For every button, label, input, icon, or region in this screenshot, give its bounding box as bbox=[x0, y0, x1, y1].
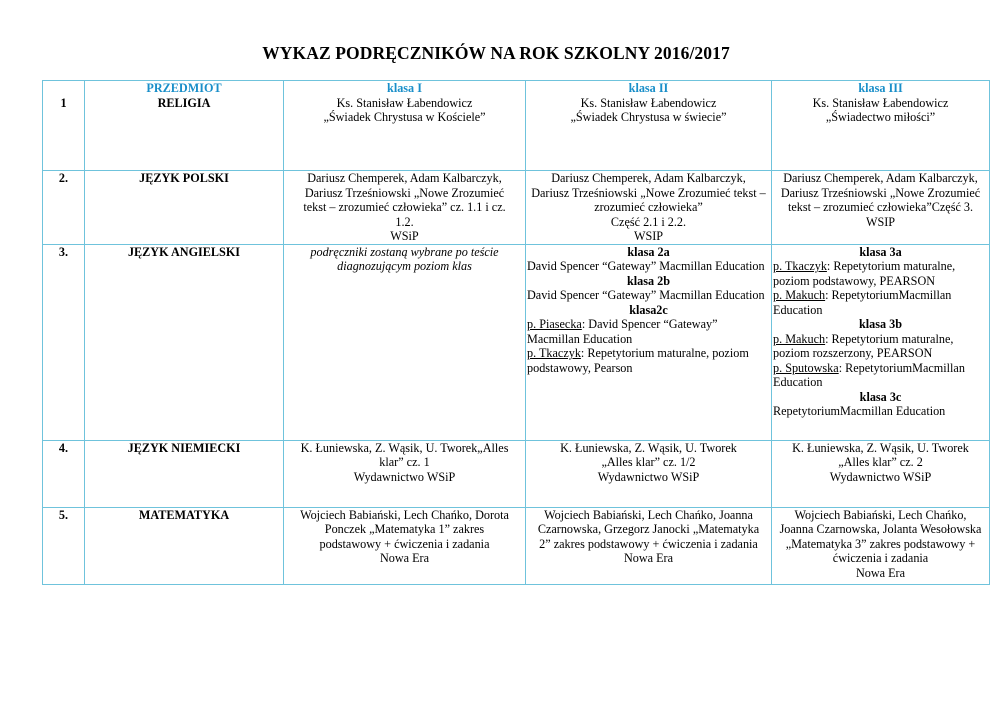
textbook-text: : RepetytoriumMacmillan Education bbox=[773, 360, 965, 389]
text-line: Nowa Era bbox=[855, 565, 906, 580]
textbook-table bbox=[42, 80, 990, 585]
text-line: Ks. Stanisław Łabendowicz bbox=[812, 95, 949, 110]
text-line: Wydawnictwo WSiP bbox=[353, 469, 456, 484]
textbook-entry bbox=[773, 259, 988, 288]
row-number: 2. bbox=[58, 171, 69, 185]
text-line: zrozumieć człowieka” bbox=[594, 200, 703, 214]
textbook-entry: RepetytoriumMacmillan Education bbox=[773, 404, 946, 418]
text-line: „Świadectwo miłości” bbox=[825, 110, 936, 124]
text-line: Dariusz Trześniowski „Nowe Zrozumieć tekst – bbox=[531, 185, 766, 200]
subject-column-header: PRZEDMIOT bbox=[146, 81, 222, 95]
row-number-cell bbox=[43, 507, 85, 584]
subject-name: JĘZYK POLSKI bbox=[139, 171, 229, 185]
table-row bbox=[43, 81, 990, 171]
textbook-entry bbox=[527, 346, 770, 375]
class2-cell bbox=[526, 507, 772, 584]
text-line: Wojciech Babiański, Lech Chańko, Dorota bbox=[300, 507, 509, 522]
text-line: Wydawnictwo WSiP bbox=[829, 469, 932, 484]
class2-cell bbox=[526, 440, 772, 507]
table-row bbox=[43, 244, 990, 440]
row-number-cell bbox=[43, 440, 85, 507]
subject-cell bbox=[85, 440, 284, 507]
row-number-cell bbox=[43, 244, 85, 440]
subject-name: JĘZYK ANGIELSKI bbox=[127, 244, 241, 259]
class1-cell bbox=[284, 171, 526, 245]
text-line: WSiP bbox=[390, 229, 419, 243]
teacher-name: p. Makuch bbox=[773, 331, 826, 346]
text-line: Dariusz Trześniowski „Nowe Zrozumieć bbox=[304, 185, 505, 200]
text-line: tekst – zrozumieć człowieka”Część 3. bbox=[787, 200, 974, 214]
textbook-text: : RepetytoriumMacmillan Education bbox=[773, 288, 952, 317]
teacher-name: p. Makuch bbox=[773, 288, 826, 302]
class3-cell bbox=[772, 244, 990, 440]
text-line: 2” zakres podstawowy + ćwiczenia i zadania bbox=[539, 536, 758, 551]
class1-cell bbox=[284, 244, 526, 440]
text-line: K. Łuniewska, Z. Wąsik, U. Tworek bbox=[560, 440, 737, 455]
class-label: klasa 3b bbox=[858, 317, 902, 331]
class3-column-header: klasa III bbox=[858, 81, 903, 95]
class-label: klasa 3a bbox=[859, 244, 902, 259]
teacher-name: p. Sputowska bbox=[773, 360, 839, 375]
subject-cell bbox=[85, 81, 284, 171]
text-line: Nowa Era bbox=[379, 551, 430, 565]
class1-cell bbox=[284, 507, 526, 584]
text-line: Nowa Era bbox=[623, 551, 674, 565]
text-line: ćwiczenia i zadania bbox=[832, 551, 929, 565]
text-line: „Świadek Chrystusa w świecie” bbox=[570, 110, 727, 124]
text-line: tekst – zrozumieć człowieka” cz. 1.1 i cz. bbox=[303, 200, 506, 214]
teacher-name: p. Tkaczyk bbox=[527, 346, 581, 360]
text-line: K. Łuniewska, Z. Wąsik, U. Tworek„Alles bbox=[300, 440, 509, 455]
text-line: WSIP bbox=[865, 214, 896, 229]
class-label: klasa 3c bbox=[859, 389, 902, 404]
row-number: 1 bbox=[60, 95, 67, 110]
text-line: diagnozującym poziom klas bbox=[337, 259, 472, 273]
subject-name: RELIGIA bbox=[157, 95, 211, 110]
text-line: Czarnowska, Grzegorz Janocki „Matematyka bbox=[537, 522, 760, 536]
text-line: Część 2.1 i 2.2. bbox=[610, 214, 687, 229]
class1-cell bbox=[284, 81, 526, 171]
teacher-name: p. Piasecka bbox=[527, 317, 582, 331]
textbook-text: : Repetytorium maturalne, poziom podstawowy, PEARSON bbox=[773, 259, 956, 288]
row-number-cell bbox=[43, 171, 85, 245]
text-line: Joanna Czarnowska, Jolanta Wesołowska bbox=[779, 522, 982, 536]
text-line: Dariusz Trześniowski „Nowe Zrozumieć bbox=[780, 185, 981, 200]
text-line: klar” cz. 1 bbox=[379, 455, 430, 469]
text-line: „Matematyka 3” zakres podstawowy + bbox=[785, 536, 976, 551]
row-number: 5. bbox=[58, 507, 69, 522]
subject-cell bbox=[85, 507, 284, 584]
class2-column-header: klasa II bbox=[628, 81, 669, 95]
class3-cell bbox=[772, 440, 990, 507]
subject-cell bbox=[85, 171, 284, 245]
text-line: Dariusz Chemperek, Adam Kalbarczyk, bbox=[551, 171, 746, 185]
text-line: „Świadek Chrystusa w Kościele” bbox=[323, 110, 486, 124]
class2-cell bbox=[526, 244, 772, 440]
subject-cell bbox=[85, 244, 284, 440]
table-row bbox=[43, 507, 990, 584]
class-label: klasa 2a bbox=[627, 244, 670, 259]
text-line: Dariusz Chemperek, Adam Kalbarczyk, bbox=[307, 171, 502, 185]
text-line: Dariusz Chemperek, Adam Kalbarczyk, bbox=[783, 171, 978, 185]
row-number: 4. bbox=[58, 440, 69, 455]
table-row bbox=[43, 171, 990, 245]
subject-name: JĘZYK NIEMIECKI bbox=[127, 440, 241, 455]
text-line: Wojciech Babiański, Lech Chańko, Joanna bbox=[544, 507, 753, 522]
row-number-cell bbox=[43, 81, 85, 171]
text-line: K. Łuniewska, Z. Wąsik, U. Tworek bbox=[792, 440, 969, 455]
text-line: Wydawnictwo WSiP bbox=[597, 469, 700, 484]
class3-cell bbox=[772, 171, 990, 245]
class-label: klasa2c bbox=[629, 302, 668, 317]
textbook-text: : Repetytorium maturalne, poziom podstawowy, Pearson bbox=[527, 346, 749, 375]
text-line: Wojciech Babiański, Lech Chańko, bbox=[794, 507, 967, 522]
class3-cell bbox=[772, 507, 990, 584]
textbook-entry: David Spencer “Gateway” Macmillan Education bbox=[527, 288, 765, 302]
text-line: 1.2. bbox=[395, 214, 414, 229]
textbook-text: : David Spencer “Gateway” Macmillan Education bbox=[527, 317, 718, 346]
page-title: WYKAZ PODRĘCZNIKÓW NA ROK SZKOLNY 2016/2017 bbox=[262, 43, 730, 63]
text-line: Ks. Stanisław Łabendowicz bbox=[336, 95, 473, 110]
text-line: WSIP bbox=[633, 229, 664, 243]
teacher-name: p. Tkaczyk bbox=[773, 259, 827, 273]
text-line: podręczniki zostaną wybrane po teście bbox=[310, 244, 499, 259]
textbook-entry: David Spencer “Gateway” Macmillan Education bbox=[527, 259, 765, 273]
class2-cell bbox=[526, 171, 772, 245]
row-number: 3. bbox=[58, 244, 69, 259]
textbook-entry bbox=[527, 317, 770, 346]
text-line: Ks. Stanisław Łabendowicz bbox=[580, 95, 717, 110]
class1-column-header: klasa I bbox=[387, 81, 422, 95]
text-line: „Alles klar” cz. 2 bbox=[838, 455, 923, 469]
class1-cell bbox=[284, 440, 526, 507]
textbook-entry bbox=[773, 361, 988, 390]
class3-cell bbox=[772, 81, 990, 171]
class2-cell bbox=[526, 81, 772, 171]
subject-name: MATEMATYKA bbox=[138, 507, 230, 522]
table-row bbox=[43, 440, 990, 507]
text-line: podstawowy + ćwiczenia i zadania bbox=[319, 536, 490, 551]
textbook-text: : Repetytorium maturalne, poziom rozszerzony, PEARSON bbox=[773, 331, 954, 360]
class-label: klasa 2b bbox=[626, 273, 670, 288]
text-line: Ponczek „Matematyka 1” zakres bbox=[324, 522, 485, 536]
textbook-entry bbox=[773, 332, 988, 361]
textbook-entry bbox=[773, 288, 988, 317]
text-line: „Alles klar” cz. 1/2 bbox=[601, 455, 696, 469]
